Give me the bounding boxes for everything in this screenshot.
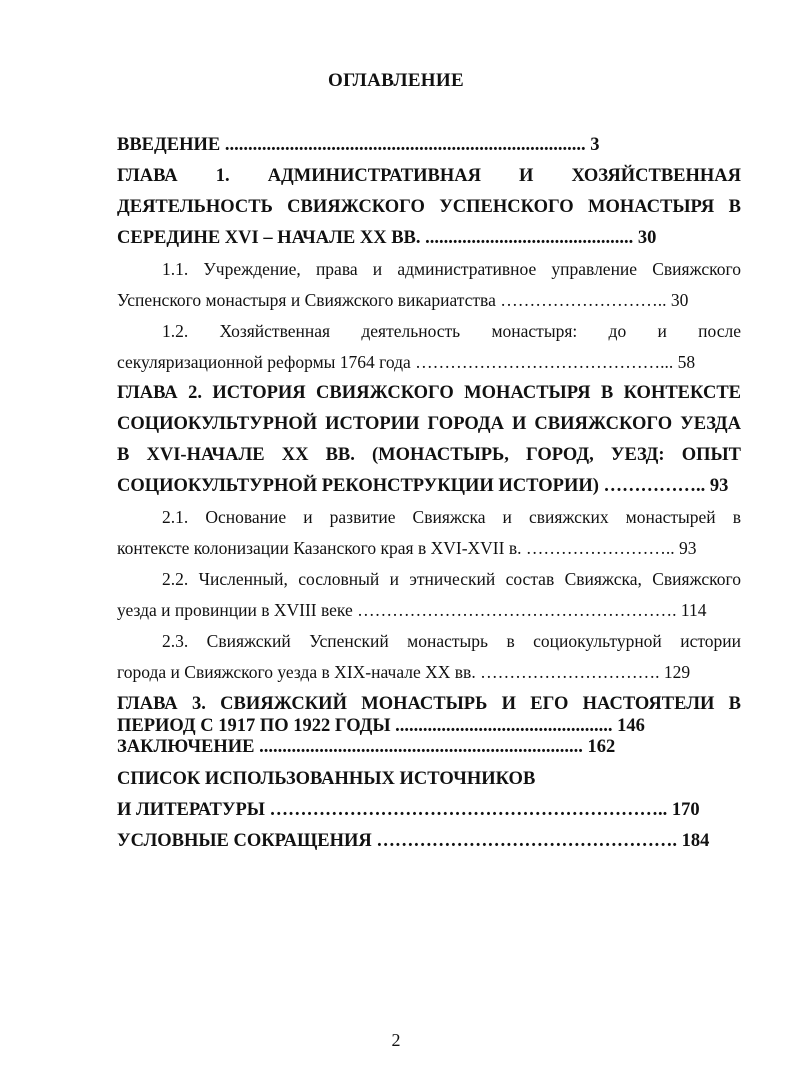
toc-entry-section-1-2-line-1: 1.2. Хозяйственная деятельность монастыря: до и после bbox=[162, 321, 741, 341]
toc-entry-introduction: ВВЕДЕНИЕ .............................................................................. 3 bbox=[117, 135, 600, 155]
table-of-contents bbox=[117, 130, 741, 857]
toc-entry-section-2-2-line-1: 2.2. Численный, сословный и этнический состав Свияжска, Свияжского bbox=[162, 569, 741, 589]
toc-entry-conclusion: ЗАКЛЮЧЕНИЕ ...................................................................... 162 bbox=[117, 737, 616, 757]
toc-entry-abbreviations: УСЛОВНЫЕ СОКРАЩЕНИЯ …………………………………………. 184 bbox=[117, 831, 710, 851]
page-number: 2 bbox=[391, 1030, 401, 1050]
toc-entry-section-1-1-line-2: Успенского монастыря и Свияжского викариатства ……………………….. 30 bbox=[117, 290, 689, 310]
toc-entry-sources-line-2: И ЛИТЕРАТУРЫ ……………………………………………………….. 170 bbox=[117, 800, 700, 820]
page-title: ОГЛАВЛЕНИЕ bbox=[328, 70, 464, 91]
toc-entry-chapter-2-line-2: СОЦИОКУЛЬТУРНОЙ ИСТОРИИ ГОРОДА И СВИЯЖСКОГО УЕЗДА bbox=[117, 414, 741, 434]
toc-entry-section-2-3-line-2: города и Свияжского уезда в XIX-начале XX вв. …………………………. 129 bbox=[117, 662, 691, 682]
toc-entry-section-2-1-line-2: контексте колонизации Казанского края в XVI-XVII в. …………………….. 93 bbox=[117, 538, 697, 558]
toc-entry-chapter-2-line-1: ГЛАВА 2. ИСТОРИЯ СВИЯЖСКОГО МОНАСТЫРЯ В КОНТЕКСТЕ bbox=[117, 383, 741, 403]
toc-entry-chapter-1-line-1: ГЛАВА 1. АДМИНИСТРАТИВНАЯ И ХОЗЯЙСТВЕННАЯ bbox=[117, 166, 741, 186]
toc-entry-chapter-3-line-2: ПЕРИОД С 1917 ПО 1922 ГОДЫ ............................................... 146 bbox=[117, 716, 645, 736]
toc-entry-section-2-1-line-1: 2.1. Основание и развитие Свияжска и свияжских монастырей в bbox=[162, 507, 741, 527]
toc-entry-chapter-1-line-2: ДЕЯТЕЛЬНОСТЬ СВИЯЖСКОГО УСПЕНСКОГО МОНАСТЫРЯ В bbox=[117, 197, 741, 217]
toc-entry-chapter-2-line-3: В XVI-НАЧАЛЕ XX ВВ. (МОНАСТЫРЬ, ГОРОД, УЕЗД: ОПЫТ bbox=[117, 445, 741, 465]
toc-entry-section-1-1-line-1: 1.1. Учреждение, права и административное управление Свияжского bbox=[162, 259, 741, 279]
toc-entry-chapter-2-line-4: СОЦИОКУЛЬТУРНОЙ РЕКОНСТРУКЦИИ ИСТОРИИ) …………….. 93 bbox=[117, 476, 729, 496]
toc-entry-section-2-3-line-1: 2.3. Свияжский Успенский монастырь в социокультурной истории bbox=[162, 631, 741, 651]
toc-entry-chapter-1-line-3: СЕРЕДИНЕ XVI – НАЧАЛЕ XX ВВ. ............................................. 30 bbox=[117, 228, 657, 248]
toc-entry-chapter-3-line-1: ГЛАВА 3. СВИЯЖСКИЙ МОНАСТЫРЬ И ЕГО НАСТОЯТЕЛИ В bbox=[117, 694, 741, 714]
toc-entry-section-1-2-line-2: секуляризационной реформы 1764 года ……………………………………... 58 bbox=[117, 352, 696, 372]
toc-entry-section-2-2-line-2: уезда и провинции в XVIII веке ………………………………………………. 114 bbox=[117, 600, 707, 620]
toc-entry-sources-line-1: СПИСОК ИСПОЛЬЗОВАННЫХ ИСТОЧНИКОВ bbox=[117, 769, 536, 789]
